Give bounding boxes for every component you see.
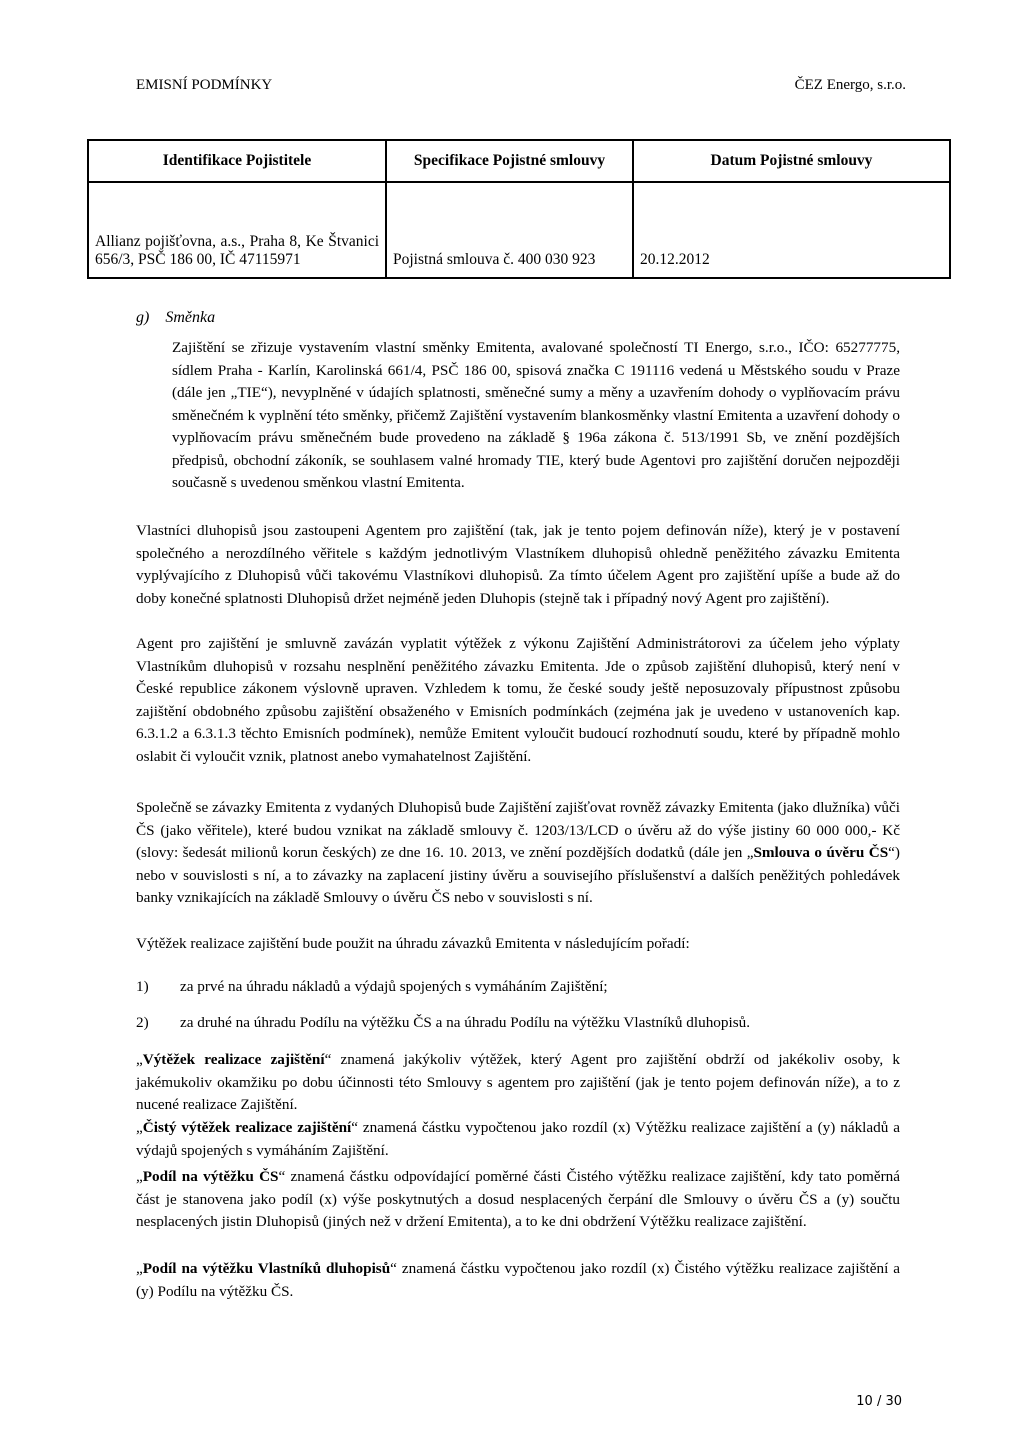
paragraph-agent: Agent pro zajištění je smluvně zavázán vyplatit výtěžek z výkonu Zajištění Administrátorovi za účelem jeho výplaty Vlastníkům dluhopisů v rozsahu nesplnění peněžitého závazku Emitenta. Jde o způsob zajištění dluhopisů, který není v České republice zákonem výslovně upraven. Vzhledem k tomu, že české soudy ještě neposuzovaly přípustnost způsobu zajištění obdobného způsobu zajištění obsaženého v Emisních podmínkách (zejména jak je uvedeno v ustanoveních kap. 6.3.1.2 a 6.3.1.3 těchto Emisních podmínek), nemůže Emitent vyloučit budoucí rozhodnutí soudu, které by případně mohlo oslabit či vyloučit vznik, platnost anebo vymahatelnost Zajištění. [136,635,900,765]
paragraph-order-intro: Výtěžek realizace zajištění bude použit na úhradu závazků Emitenta v následujícím pořadí: [136,935,690,952]
section-heading [136,309,215,327]
table-header-row [88,140,950,182]
list-item-number: 2) [136,1014,149,1031]
table-cell-insurer: Allianz pojišťovna, a.s., Praha 8, Ke Štvanici 656/3, PSČ 186 00, IČ 47115971 [88,182,386,278]
table-cell-policy: Pojistná smlouva č. 400 030 923 [386,182,633,278]
term-smlouva: Smlouva o úvěru ČS [753,844,889,861]
definition-podil-cs: „Podíl na výtěžku ČS“ znamená částku odpovídající poměrné části Čistého výtěžku realizace zajištění, kdy tato poměrná část je stanovena jako podíl (x) výše poskytnutých a dosud nesplacených čerpání dle Smlouvy o úvěru ČS a (y) součtu nesplacených jistin Dluhopisů (jiných než v držení Emitenta), a to ke dni obdržení Výtěžku realizace zajištění. [136,1168,900,1230]
definition-vytezek: „Výtěžek realizace zajištění“ znamená jakýkoliv výtěžek, který Agent pro zajištění obdrží od jakékoliv osoby, k jakémukoliv okamžiku po dobu účinnosti této Smlouvy s agentem pro zajištění (jak je tento pojem definován níže), a to z nucené realizace Zajištění. [136,1051,900,1113]
table-header-cell: Datum Pojistné smlouvy [633,140,950,182]
section-label: g) [136,309,150,326]
paragraph-cs: Společně se závazky Emitenta z vydaných Dluhopisů bude Zajištění zajišťovat rovněž závazky Emitenta (jako dlužníka) vůči ČS (jako věřitele), které budou vznikat na základě smlouvy č. 1203/13/LCD o úvěru až do výše jistiny 60 000 000,- Kč (slovy: šedesát milionů korun českých) ze dne 16. 10. 2013, ve znění pozdějších dodatků (dále jen „Smlouva o úvěru ČS“) nebo v souvislosti s ní, a to závazky na zaplacení jistiny úvěru a souvisejího příslušenství a dalších peněžitých pohledávek banky vznikajících na základě Smlouvy o úvěru ČS nebo v souvislosti s ní. [136,799,900,906]
table-row [88,182,950,278]
insurance-table [87,139,951,279]
list-item: za prvé na úhradu nákladů a výdajů spojených s vymáháním Zajištění; [180,978,608,995]
table-header-cell: Specifikace Pojistné smlouvy [386,140,633,182]
list-item-number: 1) [136,978,149,995]
header-title: EMISNÍ PODMÍNKY [136,77,273,93]
definition-cisty: „Čistý výtěžek realizace zajištění“ znamená částku vypočtenou jako rozdíl (x) Výtěžku realizace zajištění a (y) nákladů a výdajů spojených s vymáháním Zajištění. [136,1119,900,1159]
paragraph-holders: Vlastníci dluhopisů jsou zastoupeni Agentem pro zajištění (tak, jak je tento pojem definován níže), který je v postavení společného a nerozdílného věřitele s každým jednotlivým Vlastníkem dluhopisů ohledně peněžitého závazku Emitenta vyplývajícího z Dluhopisů vůči takovému Vlastníkovi dluhopisů. Za tímto účelem Agent pro zajištění upíše a bude až do doby konečné splatnosti Dluhopisů držet nejméně jeden Dluhopis (stejně tak i případný nový Agent pro zajištění). [136,522,900,607]
table-cell-date: 20.12.2012 [633,182,950,278]
header-company: ČEZ Energo, s.r.o. [794,77,906,93]
table-header-cell: Identifikace Pojistitele [88,140,386,182]
definition-podil-vlastniku: „Podíl na výtěžku Vlastníků dluhopisů“ znamená částku vypočtenou jako rozdíl (x) Čistého výtěžku realizace zajištění a (y) Podílu na výtěžku ČS. [136,1260,900,1300]
page-number: 10 / 30 [856,1394,902,1409]
section-paragraph: Zajištění se zřizuje vystavením vlastní směnky Emitenta, avalované společností TI Energo, s.r.o., IČO: 65277775, sídlem Praha - Karlín, Karolinská 661/4, PSČ 186 00, spisová značka C 191116 vedená u Městského soudu v Praze (dále jen „TIE“), nevyplněné v údajích splatnosti, směnečné sumy a měny a uzavřením dohody o vyplňovacím právu směnečném k vyplnění této směnky, přičemž Zajištění vystavením blankosměnky vlastní Emitenta a uzavření dohody o vyplňovacím právu směnečném bude provedeno na základě § 196a zákona č. 513/1991 Sb, ve znění pozdějších předpisů, obchodní zákoník, se souhlasem valné hromady TIE, který bude Agentovi pro zajištění doručen nejpozději současně s uvedenou směnkou vlastní Emitenta. [172,339,900,491]
section-title: Směnka [165,309,216,326]
list-item: za druhé na úhradu Podílu na výtěžku ČS a na úhradu Podílu na výtěžku Vlastníků dluhopisů. [180,1014,750,1031]
